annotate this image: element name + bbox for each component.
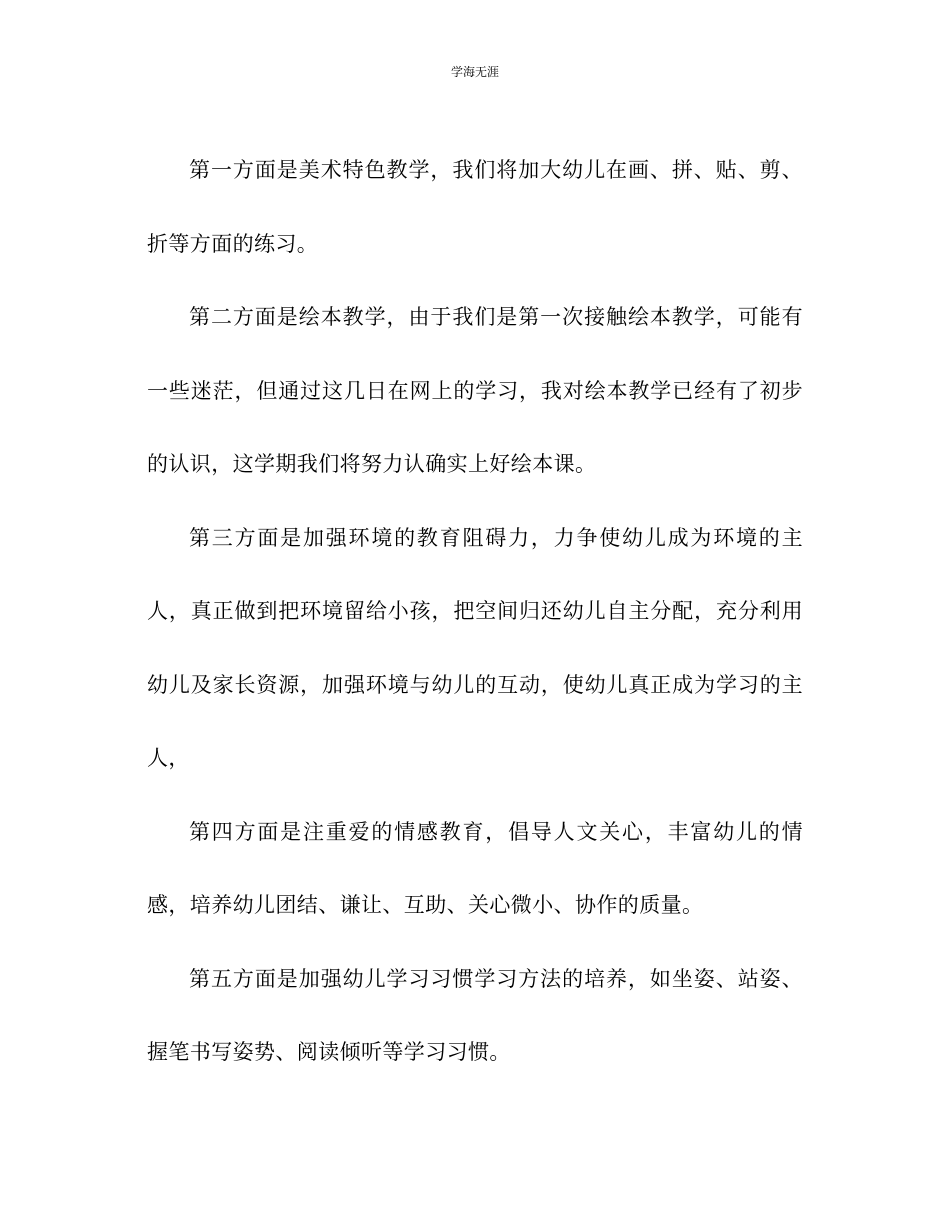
paragraph-4: 第四方面是注重爱的情感教育，倡导人文关心，丰富幼儿的情感，培养幼儿团结、谦让、互助、关心微小、协作的质量。 (147, 819, 803, 917)
paragraph-2: 第二方面是绘本教学，由于我们是第一次接触绘本教学，可能有一些迷茫，但通过这几日在网上的学习，我对绘本教学已经有了初步的认识，这学期我们将努力认确实上好绘本课。 (147, 305, 803, 476)
document-body (147, 134, 803, 1090)
paragraph-5: 第五方面是加强幼儿学习习惯学习方法的培养，如坐姿、站姿、握笔书写姿势、阅读倾听等学习习惯。 (147, 966, 803, 1064)
paragraph-1: 第一方面是美术特色教学，我们将加大幼儿在画、拼、贴、剪、折等方面的练习。 (147, 158, 803, 256)
page-header: 学海无涯 (450, 65, 499, 79)
paragraph-3: 第三方面是加强环境的教育阻碍力，力争使幼儿成为环境的主人，真正做到把环境留给小孩，把空间归还幼儿自主分配，充分利用幼儿及家长资源，加强环境与幼儿的互动，使幼儿真正成为学习的主人， (147, 525, 803, 770)
